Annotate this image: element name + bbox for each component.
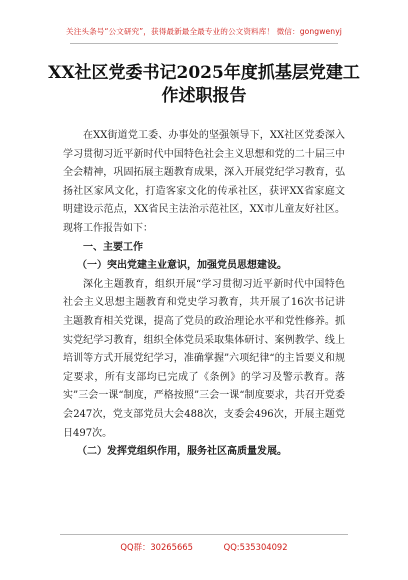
title-line-2: 作述职报告 xyxy=(161,86,247,106)
work-paragraph-1: 深化主题教育，组织开展“学习贯彻习近平新时代中国特色社会主义思想主题教育和党史学习教育，共开展了16次书记讲主题教育相关党课，提高了党员的政治理论水平和党性修养。抓实党纪学习教育，组织全体党员采取集体研讨、案例教学、线上培训等方式开展党纪学习，准确掌握”六项纪律“的主旨要义和规定要求，所有支部均已完成了《条例》的学习及警示教育。落实”三会一课“制度，严格按照”三会一课“制度要求，共召开党委会247次，党支部党员大会488次，支委会496次，开展主题党日497次。 xyxy=(63,278,345,439)
page-title xyxy=(40,62,368,108)
header-divider xyxy=(70,43,338,44)
subsection-heading-2: （二）发挥党组织作用，服务社区高质量发展。 xyxy=(77,446,287,458)
title-line-1: XX社区党委书记2025年度抓基层党建工 xyxy=(48,63,360,83)
footer-qq-group: QQ群：30265665 xyxy=(120,542,193,552)
report-body xyxy=(63,127,345,462)
header-note: 关注头条号“公文研究”，获得最新最全最专业的公文资料库！ 微信：gongwenyj xyxy=(66,27,342,36)
footer-contact xyxy=(0,541,408,553)
footer-divider xyxy=(60,534,348,535)
section-heading-main-work: 一、主要工作 xyxy=(83,241,143,253)
subsection-heading-1: （一）突出党建主业意识，加强党员思想建设。 xyxy=(77,260,287,272)
footer-qq: QQ:535304092 xyxy=(223,542,288,552)
intro-paragraph: 在XX街道党工委、办事处的坚强领导下，XX社区党委深入学习贯彻习近平新时代中国特色社会主义思想和党的二十届三中全会精神，巩固拓展主题教育成果，深入开展党纪学习教育，弘扬社区家风文化，打造客家文化的传承社区，获评XX省家庭文明建设示范点，XX省民主法治示范社区，XX市儿童友好社区。现将工作报告如下： xyxy=(63,130,345,234)
